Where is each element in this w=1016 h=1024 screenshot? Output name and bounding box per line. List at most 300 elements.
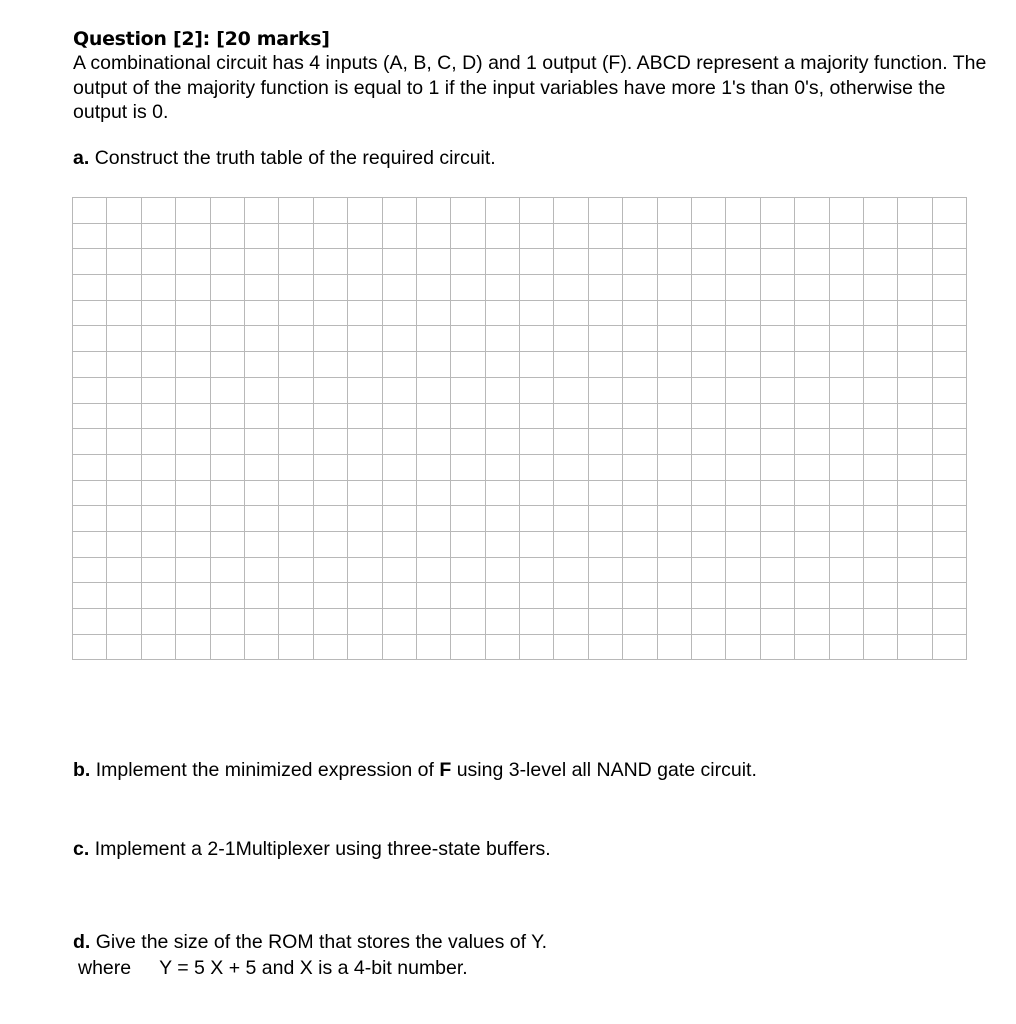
grid-cell[interactable] [451, 480, 485, 506]
grid-cell[interactable] [588, 583, 622, 609]
grid-cell[interactable] [623, 506, 657, 532]
grid-cell[interactable] [244, 403, 278, 429]
grid-cell[interactable] [932, 429, 966, 455]
grid-cell[interactable] [348, 403, 382, 429]
grid-cell[interactable] [382, 557, 416, 583]
grid-cell[interactable] [382, 198, 416, 224]
grid-cell[interactable] [829, 249, 863, 275]
grid-cell[interactable] [554, 300, 588, 326]
grid-cell[interactable] [176, 454, 210, 480]
grid-cell[interactable] [141, 377, 175, 403]
grid-cell[interactable] [313, 557, 347, 583]
grid-cell[interactable] [795, 609, 829, 635]
grid-cell[interactable] [520, 275, 554, 301]
grid-cell[interactable] [520, 377, 554, 403]
grid-cell[interactable] [520, 557, 554, 583]
grid-cell[interactable] [726, 429, 760, 455]
grid-cell[interactable] [932, 403, 966, 429]
grid-cell[interactable] [760, 403, 794, 429]
grid-cell[interactable] [829, 403, 863, 429]
grid-cell[interactable] [554, 609, 588, 635]
grid-cell[interactable] [141, 352, 175, 378]
grid-cell[interactable] [657, 300, 691, 326]
grid-cell[interactable] [588, 609, 622, 635]
grid-cell[interactable] [485, 249, 519, 275]
grid-cell[interactable] [760, 198, 794, 224]
grid-cell[interactable] [898, 377, 932, 403]
grid-cell[interactable] [623, 609, 657, 635]
grid-cell[interactable] [829, 326, 863, 352]
grid-cell[interactable] [485, 275, 519, 301]
grid-cell[interactable] [829, 454, 863, 480]
grid-cell[interactable] [279, 454, 313, 480]
grid-cell[interactable] [760, 506, 794, 532]
grid-cell[interactable] [73, 377, 107, 403]
grid-cell[interactable] [73, 352, 107, 378]
grid-cell[interactable] [657, 454, 691, 480]
grid-cell[interactable] [932, 557, 966, 583]
grid-cell[interactable] [141, 454, 175, 480]
grid-cell[interactable] [73, 454, 107, 480]
grid-cell[interactable] [898, 300, 932, 326]
grid-cell[interactable] [244, 352, 278, 378]
grid-cell[interactable] [588, 275, 622, 301]
grid-cell[interactable] [244, 377, 278, 403]
grid-cell[interactable] [726, 583, 760, 609]
grid-cell[interactable] [210, 583, 244, 609]
grid-cell[interactable] [73, 249, 107, 275]
grid-cell[interactable] [141, 326, 175, 352]
grid-cell[interactable] [588, 352, 622, 378]
grid-cell[interactable] [657, 634, 691, 660]
grid-cell[interactable] [863, 583, 897, 609]
grid-cell[interactable] [313, 531, 347, 557]
grid-cell[interactable] [485, 609, 519, 635]
grid-cell[interactable] [279, 480, 313, 506]
grid-cell[interactable] [348, 352, 382, 378]
grid-cell[interactable] [73, 531, 107, 557]
grid-cell[interactable] [210, 634, 244, 660]
grid-cell[interactable] [141, 403, 175, 429]
grid-cell[interactable] [73, 326, 107, 352]
grid-cell[interactable] [210, 557, 244, 583]
grid-cell[interactable] [588, 223, 622, 249]
grid-cell[interactable] [554, 583, 588, 609]
grid-cell[interactable] [416, 480, 450, 506]
grid-cell[interactable] [863, 634, 897, 660]
grid-cell[interactable] [829, 223, 863, 249]
grid-cell[interactable] [623, 557, 657, 583]
grid-cell[interactable] [107, 249, 141, 275]
grid-cell[interactable] [932, 326, 966, 352]
grid-cell[interactable] [726, 506, 760, 532]
grid-cell[interactable] [107, 300, 141, 326]
grid-cell[interactable] [313, 480, 347, 506]
grid-cell[interactable] [279, 249, 313, 275]
grid-cell[interactable] [760, 557, 794, 583]
grid-cell[interactable] [416, 634, 450, 660]
grid-cell[interactable] [313, 609, 347, 635]
grid-cell[interactable] [279, 531, 313, 557]
grid-cell[interactable] [795, 454, 829, 480]
grid-cell[interactable] [692, 609, 726, 635]
grid-cell[interactable] [692, 198, 726, 224]
grid-cell[interactable] [657, 352, 691, 378]
grid-cell[interactable] [623, 300, 657, 326]
grid-cell[interactable] [279, 403, 313, 429]
grid-cell[interactable] [485, 454, 519, 480]
grid-cell[interactable] [382, 377, 416, 403]
grid-cell[interactable] [210, 326, 244, 352]
grid-cell[interactable] [451, 249, 485, 275]
grid-cell[interactable] [451, 609, 485, 635]
grid-cell[interactable] [485, 403, 519, 429]
grid-cell[interactable] [485, 223, 519, 249]
grid-cell[interactable] [176, 403, 210, 429]
grid-cell[interactable] [244, 557, 278, 583]
grid-cell[interactable] [863, 480, 897, 506]
grid-cell[interactable] [73, 557, 107, 583]
grid-cell[interactable] [107, 583, 141, 609]
grid-cell[interactable] [657, 198, 691, 224]
grid-cell[interactable] [829, 583, 863, 609]
grid-cell[interactable] [279, 557, 313, 583]
grid-cell[interactable] [520, 223, 554, 249]
grid-cell[interactable] [692, 531, 726, 557]
grid-cell[interactable] [451, 634, 485, 660]
grid-cell[interactable] [795, 506, 829, 532]
grid-cell[interactable] [588, 531, 622, 557]
grid-cell[interactable] [313, 352, 347, 378]
grid-cell[interactable] [382, 352, 416, 378]
grid-cell[interactable] [692, 300, 726, 326]
grid-cell[interactable] [210, 403, 244, 429]
grid-cell[interactable] [520, 583, 554, 609]
grid-cell[interactable] [244, 326, 278, 352]
grid-cell[interactable] [485, 377, 519, 403]
grid-cell[interactable] [932, 609, 966, 635]
grid-cell[interactable] [795, 557, 829, 583]
grid-cell[interactable] [760, 454, 794, 480]
grid-cell[interactable] [795, 531, 829, 557]
grid-cell[interactable] [588, 634, 622, 660]
grid-cell[interactable] [829, 634, 863, 660]
grid-cell[interactable] [898, 403, 932, 429]
grid-cell[interactable] [863, 609, 897, 635]
grid-cell[interactable] [898, 454, 932, 480]
grid-cell[interactable] [623, 454, 657, 480]
grid-cell[interactable] [107, 480, 141, 506]
grid-cell[interactable] [416, 583, 450, 609]
grid-cell[interactable] [657, 403, 691, 429]
grid-cell[interactable] [726, 609, 760, 635]
grid-cell[interactable] [623, 223, 657, 249]
grid-cell[interactable] [520, 198, 554, 224]
grid-cell[interactable] [898, 531, 932, 557]
grid-cell[interactable] [313, 506, 347, 532]
grid-cell[interactable] [244, 249, 278, 275]
grid-cell[interactable] [726, 454, 760, 480]
grid-cell[interactable] [279, 429, 313, 455]
grid-cell[interactable] [107, 403, 141, 429]
grid-cell[interactable] [795, 403, 829, 429]
grid-cell[interactable] [623, 403, 657, 429]
grid-cell[interactable] [279, 377, 313, 403]
grid-cell[interactable] [623, 583, 657, 609]
grid-cell[interactable] [141, 198, 175, 224]
grid-cell[interactable] [244, 480, 278, 506]
grid-cell[interactable] [382, 454, 416, 480]
grid-cell[interactable] [382, 531, 416, 557]
grid-cell[interactable] [279, 583, 313, 609]
grid-cell[interactable] [416, 377, 450, 403]
grid-cell[interactable] [898, 506, 932, 532]
grid-cell[interactable] [898, 480, 932, 506]
grid-cell[interactable] [657, 377, 691, 403]
grid-cell[interactable] [863, 377, 897, 403]
grid-cell[interactable] [451, 352, 485, 378]
grid-cell[interactable] [107, 454, 141, 480]
grid-cell[interactable] [898, 609, 932, 635]
grid-cell[interactable] [795, 275, 829, 301]
grid-cell[interactable] [692, 326, 726, 352]
grid-cell[interactable] [451, 300, 485, 326]
grid-cell[interactable] [348, 377, 382, 403]
grid-cell[interactable] [829, 275, 863, 301]
grid-cell[interactable] [898, 326, 932, 352]
grid-cell[interactable] [520, 531, 554, 557]
grid-cell[interactable] [244, 275, 278, 301]
grid-cell[interactable] [176, 634, 210, 660]
grid-cell[interactable] [898, 198, 932, 224]
grid-cell[interactable] [863, 557, 897, 583]
grid-cell[interactable] [932, 352, 966, 378]
grid-cell[interactable] [485, 634, 519, 660]
grid-cell[interactable] [416, 609, 450, 635]
grid-cell[interactable] [176, 531, 210, 557]
grid-cell[interactable] [313, 583, 347, 609]
grid-cell[interactable] [416, 249, 450, 275]
grid-cell[interactable] [348, 454, 382, 480]
grid-cell[interactable] [176, 377, 210, 403]
grid-cell[interactable] [382, 634, 416, 660]
grid-cell[interactable] [107, 609, 141, 635]
grid-cell[interactable] [692, 480, 726, 506]
grid-cell[interactable] [760, 480, 794, 506]
grid-cell[interactable] [760, 429, 794, 455]
grid-cell[interactable] [588, 249, 622, 275]
grid-cell[interactable] [623, 634, 657, 660]
grid-cell[interactable] [348, 223, 382, 249]
grid-cell[interactable] [313, 198, 347, 224]
grid-cell[interactable] [829, 609, 863, 635]
grid-cell[interactable] [932, 454, 966, 480]
grid-cell[interactable] [932, 583, 966, 609]
grid-cell[interactable] [795, 480, 829, 506]
grid-cell[interactable] [588, 429, 622, 455]
grid-cell[interactable] [863, 326, 897, 352]
grid-cell[interactable] [451, 557, 485, 583]
grid-cell[interactable] [279, 634, 313, 660]
grid-cell[interactable] [176, 609, 210, 635]
grid-cell[interactable] [416, 454, 450, 480]
grid-cell[interactable] [726, 557, 760, 583]
grid-cell[interactable] [141, 557, 175, 583]
grid-cell[interactable] [588, 480, 622, 506]
grid-cell[interactable] [863, 506, 897, 532]
grid-cell[interactable] [279, 300, 313, 326]
grid-cell[interactable] [863, 223, 897, 249]
grid-cell[interactable] [107, 531, 141, 557]
grid-cell[interactable] [554, 223, 588, 249]
grid-cell[interactable] [348, 634, 382, 660]
grid-cell[interactable] [210, 198, 244, 224]
grid-cell[interactable] [657, 583, 691, 609]
grid-cell[interactable] [382, 249, 416, 275]
grid-cell[interactable] [795, 583, 829, 609]
grid-cell[interactable] [176, 300, 210, 326]
grid-cell[interactable] [588, 403, 622, 429]
grid-cell[interactable] [279, 198, 313, 224]
grid-cell[interactable] [210, 249, 244, 275]
grid-cell[interactable] [416, 326, 450, 352]
grid-cell[interactable] [451, 583, 485, 609]
grid-cell[interactable] [829, 480, 863, 506]
grid-cell[interactable] [520, 352, 554, 378]
grid-cell[interactable] [554, 531, 588, 557]
grid-cell[interactable] [279, 275, 313, 301]
grid-cell[interactable] [279, 223, 313, 249]
grid-cell[interactable] [692, 249, 726, 275]
grid-cell[interactable] [176, 557, 210, 583]
grid-cell[interactable] [244, 429, 278, 455]
grid-cell[interactable] [898, 223, 932, 249]
grid-cell[interactable] [485, 531, 519, 557]
grid-cell[interactable] [348, 609, 382, 635]
grid-cell[interactable] [692, 275, 726, 301]
grid-cell[interactable] [932, 506, 966, 532]
grid-cell[interactable] [657, 609, 691, 635]
grid-cell[interactable] [107, 634, 141, 660]
grid-cell[interactable] [726, 198, 760, 224]
grid-cell[interactable] [692, 223, 726, 249]
grid-cell[interactable] [210, 454, 244, 480]
grid-cell[interactable] [863, 403, 897, 429]
grid-cell[interactable] [657, 429, 691, 455]
grid-cell[interactable] [520, 300, 554, 326]
grid-cell[interactable] [726, 634, 760, 660]
grid-cell[interactable] [73, 583, 107, 609]
grid-cell[interactable] [176, 480, 210, 506]
grid-cell[interactable] [73, 198, 107, 224]
grid-cell[interactable] [520, 429, 554, 455]
grid-cell[interactable] [451, 377, 485, 403]
grid-cell[interactable] [451, 198, 485, 224]
grid-cell[interactable] [863, 531, 897, 557]
grid-cell[interactable] [829, 531, 863, 557]
grid-cell[interactable] [348, 326, 382, 352]
grid-cell[interactable] [760, 377, 794, 403]
grid-cell[interactable] [244, 634, 278, 660]
grid-cell[interactable] [520, 609, 554, 635]
grid-cell[interactable] [416, 275, 450, 301]
grid-cell[interactable] [451, 275, 485, 301]
grid-cell[interactable] [73, 634, 107, 660]
grid-cell[interactable] [176, 223, 210, 249]
grid-cell[interactable] [313, 300, 347, 326]
grid-cell[interactable] [313, 429, 347, 455]
grid-cell[interactable] [210, 275, 244, 301]
grid-cell[interactable] [554, 429, 588, 455]
grid-cell[interactable] [313, 249, 347, 275]
grid-cell[interactable] [657, 506, 691, 532]
grid-cell[interactable] [73, 275, 107, 301]
grid-cell[interactable] [760, 249, 794, 275]
grid-cell[interactable] [382, 480, 416, 506]
grid-cell[interactable] [382, 300, 416, 326]
grid-cell[interactable] [588, 300, 622, 326]
grid-cell[interactable] [176, 326, 210, 352]
grid-cell[interactable] [244, 223, 278, 249]
grid-cell[interactable] [554, 352, 588, 378]
grid-cell[interactable] [348, 429, 382, 455]
grid-cell[interactable] [692, 429, 726, 455]
grid-cell[interactable] [795, 223, 829, 249]
grid-cell[interactable] [382, 275, 416, 301]
grid-cell[interactable] [657, 557, 691, 583]
grid-cell[interactable] [244, 454, 278, 480]
grid-cell[interactable] [73, 403, 107, 429]
grid-cell[interactable] [760, 326, 794, 352]
grid-cell[interactable] [210, 429, 244, 455]
grid-cell[interactable] [795, 429, 829, 455]
grid-cell[interactable] [73, 429, 107, 455]
grid-cell[interactable] [554, 198, 588, 224]
grid-cell[interactable] [348, 249, 382, 275]
grid-cell[interactable] [210, 609, 244, 635]
grid-cell[interactable] [829, 300, 863, 326]
grid-cell[interactable] [244, 531, 278, 557]
grid-cell[interactable] [107, 429, 141, 455]
grid-cell[interactable] [760, 634, 794, 660]
grid-cell[interactable] [416, 506, 450, 532]
grid-cell[interactable] [554, 634, 588, 660]
grid-cell[interactable] [863, 275, 897, 301]
grid-cell[interactable] [313, 454, 347, 480]
grid-cell[interactable] [485, 429, 519, 455]
grid-cell[interactable] [451, 454, 485, 480]
grid-cell[interactable] [692, 506, 726, 532]
grid-cell[interactable] [932, 531, 966, 557]
grid-cell[interactable] [73, 480, 107, 506]
grid-cell[interactable] [657, 249, 691, 275]
grid-cell[interactable] [863, 198, 897, 224]
grid-cell[interactable] [657, 326, 691, 352]
grid-cell[interactable] [795, 300, 829, 326]
grid-cell[interactable] [176, 429, 210, 455]
grid-cell[interactable] [726, 326, 760, 352]
grid-cell[interactable] [898, 429, 932, 455]
grid-cell[interactable] [863, 300, 897, 326]
grid-cell[interactable] [726, 275, 760, 301]
grid-cell[interactable] [588, 198, 622, 224]
grid-cell[interactable] [726, 377, 760, 403]
grid-cell[interactable] [348, 531, 382, 557]
grid-cell[interactable] [588, 377, 622, 403]
grid-cell[interactable] [520, 249, 554, 275]
grid-cell[interactable] [932, 300, 966, 326]
grid-cell[interactable] [416, 429, 450, 455]
